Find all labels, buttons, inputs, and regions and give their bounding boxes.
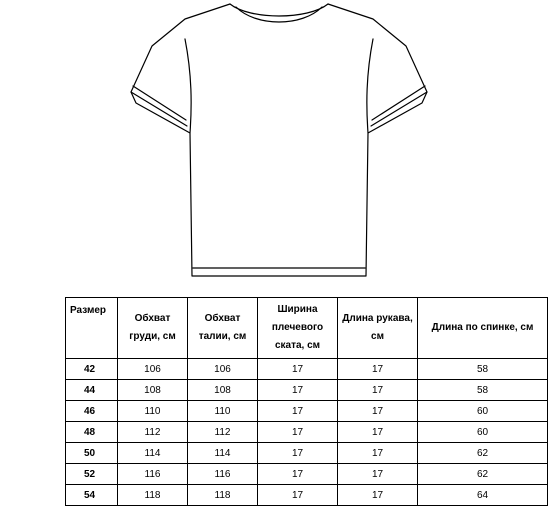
back-length-cell: 58	[418, 380, 548, 401]
left-sleeve-seam	[185, 39, 191, 133]
chest-cell: 110	[118, 401, 188, 422]
chest-cell: 116	[118, 464, 188, 485]
table-row	[66, 380, 548, 401]
table-header-row	[66, 298, 548, 359]
shirt-collar-inner	[236, 7, 322, 22]
sleeve-cell: 17	[338, 401, 418, 422]
chest-cell: 112	[118, 422, 188, 443]
right-sleeve-seam	[367, 39, 373, 133]
sleeve-cell: 17	[338, 359, 418, 380]
back-length-cell: 58	[418, 359, 548, 380]
sleeve-cell: 17	[338, 464, 418, 485]
shoulder-cell: 17	[258, 401, 338, 422]
sleeve-cell: 17	[338, 443, 418, 464]
shoulder-cell: 17	[258, 485, 338, 506]
header-chest: Обхват груди, см	[118, 298, 188, 359]
chest-cell: 108	[118, 380, 188, 401]
size-chart-table	[65, 297, 548, 506]
sleeve-cell: 17	[338, 485, 418, 506]
size-cell: 54	[66, 485, 118, 506]
right-sleeve-cuff-fold	[371, 92, 427, 126]
header-shoulder: Ширина плечевого ската, см	[258, 298, 338, 359]
back-length-cell: 60	[418, 422, 548, 443]
header-size: Размер	[66, 298, 118, 359]
shirt-outline	[131, 4, 427, 276]
chest-cell: 106	[118, 359, 188, 380]
sleeve-cell: 17	[338, 422, 418, 443]
sleeve-cell: 17	[338, 380, 418, 401]
waist-cell: 108	[188, 380, 258, 401]
waist-cell: 110	[188, 401, 258, 422]
table-row	[66, 359, 548, 380]
waist-cell: 116	[188, 464, 258, 485]
waist-cell: 106	[188, 359, 258, 380]
table-row	[66, 464, 548, 485]
size-cell: 42	[66, 359, 118, 380]
size-cell: 44	[66, 380, 118, 401]
header-back-length: Длина по спинке, см	[418, 298, 548, 359]
back-length-cell: 64	[418, 485, 548, 506]
back-length-cell: 62	[418, 443, 548, 464]
header-waist: Обхват талии, см	[188, 298, 258, 359]
right-sleeve-cuff	[372, 86, 425, 120]
size-cell: 50	[66, 443, 118, 464]
left-sleeve-cuff-fold	[131, 92, 187, 126]
back-length-cell: 60	[418, 401, 548, 422]
shoulder-cell: 17	[258, 380, 338, 401]
size-cell: 52	[66, 464, 118, 485]
table-row	[66, 401, 548, 422]
waist-cell: 118	[188, 485, 258, 506]
chest-cell: 118	[118, 485, 188, 506]
shoulder-cell: 17	[258, 443, 338, 464]
header-sleeve: Длина рукава, см	[338, 298, 418, 359]
table-row	[66, 485, 548, 506]
left-sleeve-cuff	[133, 86, 186, 120]
waist-cell: 112	[188, 422, 258, 443]
shoulder-cell: 17	[258, 359, 338, 380]
chest-cell: 114	[118, 443, 188, 464]
waist-cell: 114	[188, 443, 258, 464]
size-cell: 48	[66, 422, 118, 443]
table-row	[66, 422, 548, 443]
size-cell: 46	[66, 401, 118, 422]
table-row	[66, 443, 548, 464]
back-length-cell: 62	[418, 464, 548, 485]
shoulder-cell: 17	[258, 464, 338, 485]
shoulder-cell: 17	[258, 422, 338, 443]
